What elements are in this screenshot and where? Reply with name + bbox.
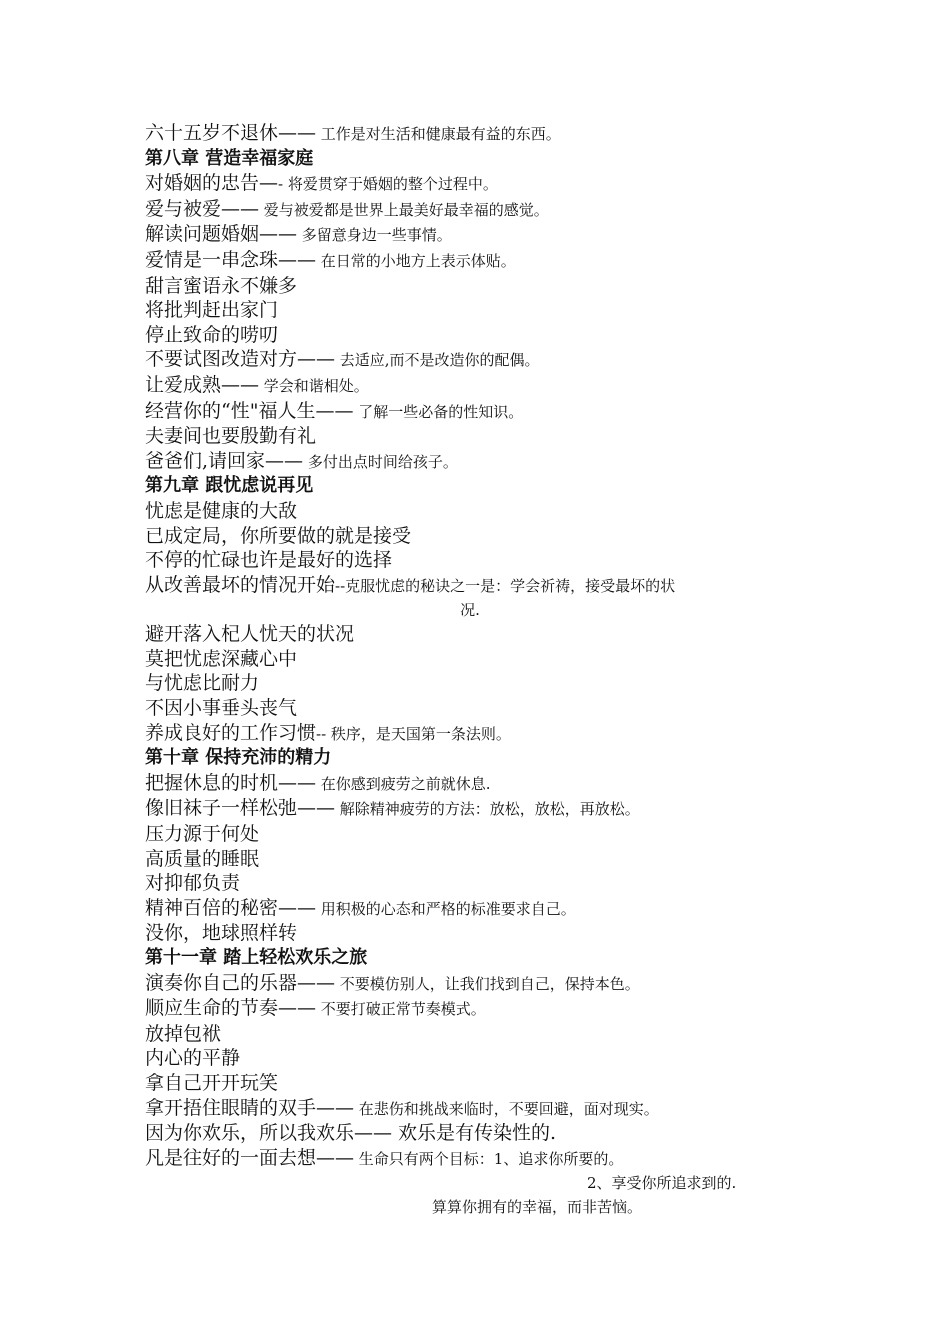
item-title: 将批判赶出家门	[145, 299, 279, 322]
item-title: 经营你的“性"福人生——	[145, 399, 354, 422]
continuation-text: 况.	[460, 601, 480, 620]
list-item	[145, 671, 825, 696]
list-item	[145, 573, 825, 599]
item-title: 像旧袜子一样松弛——	[145, 797, 336, 820]
list-item	[145, 524, 825, 549]
list-item	[145, 222, 825, 248]
list-item	[145, 796, 825, 822]
item-note: -- 秩序，是天国第一条法则。	[316, 724, 511, 743]
wrapped-continuation	[145, 598, 825, 622]
item-title: 把握休息的时机——	[145, 771, 317, 794]
list-item	[145, 921, 825, 946]
list-item	[145, 647, 825, 672]
item-title: 已成定局，你所要做的就是接受	[145, 524, 412, 547]
item-title: 精神百倍的秘密——	[145, 896, 317, 919]
list-item	[145, 171, 825, 197]
list-item	[145, 449, 825, 475]
list-item	[145, 1121, 825, 1146]
list-item	[145, 721, 825, 747]
item-title: 顺应生命的节奏——	[145, 997, 317, 1020]
list-item	[145, 1146, 825, 1172]
list-item	[145, 373, 825, 399]
item-title: 对婚姻的忠告—	[145, 172, 279, 195]
item-title: 凡是往好的一面去想——	[145, 1146, 355, 1169]
item-title: 停止致命的唠叨	[145, 323, 279, 346]
item-note: 在日常的小地方上表示体贴。	[316, 251, 516, 270]
item-title: 不因小事垂头丧气	[145, 697, 298, 720]
item-title: 对抑郁负责	[145, 872, 241, 895]
list-item	[145, 996, 825, 1022]
item-title: 爱与被爱——	[145, 197, 260, 220]
list-item	[145, 1046, 825, 1071]
list-item	[145, 822, 825, 847]
item-note: 不要打破正常节奏模式。	[316, 1000, 486, 1019]
list-item	[145, 121, 825, 147]
list-item	[145, 847, 825, 872]
list-item	[145, 248, 825, 274]
list-item	[145, 499, 825, 524]
item-title: 拿开捂住眼睛的双手——	[145, 1096, 355, 1119]
list-item	[145, 622, 825, 647]
item-title: 避开落入杞人忧天的状况	[145, 623, 355, 646]
document-body	[145, 121, 825, 1219]
list-item	[145, 1071, 825, 1096]
item-title: 六十五岁不退休——	[145, 122, 317, 144]
list-item	[145, 896, 825, 922]
item-note: 去适应,而不是改造你的配偶。	[335, 351, 540, 370]
item-title: 压力源于何处	[145, 823, 260, 846]
item-note: --克服忧虑的秘诀之一是：学会祈祷，接受最坏的状	[335, 576, 676, 595]
item-note: 多付出点时间给孩子。	[303, 452, 458, 471]
list-item	[145, 871, 825, 896]
list-item	[145, 298, 825, 323]
list-item	[145, 696, 825, 721]
item-title: 因为你欢乐，所以我欢乐—— 欢乐是有传染性的.	[145, 1122, 557, 1145]
list-item	[145, 771, 825, 797]
item-note: 在你感到疲劳之前就休息.	[316, 774, 491, 793]
item-title: 演奏你自己的乐器——	[145, 971, 336, 994]
item-title: 不要试图改造对方——	[145, 348, 336, 371]
item-title: 与忧虑比耐力	[145, 672, 260, 695]
item-title: 养成良好的工作习惯	[145, 721, 317, 744]
item-title: 高质量的睡眠	[145, 847, 260, 870]
item-title: 放掉包袱	[145, 1022, 222, 1045]
item-title: 让爱成熟——	[145, 373, 260, 396]
list-item	[145, 548, 825, 573]
item-note: 用积极的心态和严格的标准要求自己。	[316, 899, 576, 918]
item-title: 从改善最坏的情况开始	[145, 573, 336, 596]
list-item	[145, 347, 825, 373]
item-note: 工作是对生活和健康最有益的东西。	[316, 125, 561, 143]
item-note: 了解一些必备的性知识。	[353, 402, 524, 421]
item-title: 夫妻间也要殷勤有礼	[145, 425, 317, 448]
list-item	[145, 274, 825, 299]
indented-note: 2、享受你所追求到的.	[587, 1174, 737, 1193]
item-note: 在悲伤和挑战来临时，不要回避，面对现实。	[354, 1099, 659, 1118]
list-item	[145, 1022, 825, 1047]
item-note: - 将爱贯穿于婚姻的整个过程中。	[278, 175, 498, 194]
item-title: 忧虑是健康的大敌	[145, 499, 298, 522]
chapter-heading: 第八章 营造幸福家庭	[145, 147, 314, 169]
item-note: 解除精神疲劳的方法：放松，放松，再放松。	[335, 800, 640, 819]
list-item	[145, 1096, 825, 1122]
list-item	[145, 323, 825, 348]
list-item	[145, 424, 825, 449]
list-item	[145, 399, 825, 425]
chapter-heading: 第十一章 踏上轻松欢乐之旅	[145, 947, 368, 968]
item-note: 多留意身边一些事情。	[297, 226, 452, 245]
item-note: 学会和谐相处。	[259, 376, 369, 395]
item-title: 拿自己开开玩笑	[145, 1071, 279, 1094]
chapter-heading: 第十章 保持充沛的精力	[145, 747, 332, 769]
item-note: 爱与被爱都是世界上最美好最幸福的感觉。	[259, 200, 549, 219]
item-title: 甜言蜜语永不嫌多	[145, 274, 298, 297]
item-note: 生命只有两个目标：1、追求你所要的。	[354, 1149, 624, 1168]
item-title: 没你，地球照样转	[145, 922, 298, 945]
item-title: 爱情是一串念珠——	[145, 248, 317, 271]
item-note: 不要模仿别人，让我们找到自己，保持本色。	[335, 974, 640, 993]
item-title: 内心的平静	[145, 1047, 241, 1070]
item-title: 莫把忧虑深藏心中	[145, 647, 298, 670]
indented-note: 算算你拥有的幸福，而非苦恼。	[432, 1198, 643, 1217]
chapter-heading: 第九章 跟忧虑说再见	[145, 475, 314, 497]
item-title: 爸爸们,请回家——	[145, 449, 304, 472]
list-item	[145, 197, 825, 223]
item-title: 解读问题婚姻——	[145, 223, 298, 246]
list-item	[145, 971, 825, 997]
item-title: 不停的忙碌也许是最好的选择	[145, 549, 393, 572]
